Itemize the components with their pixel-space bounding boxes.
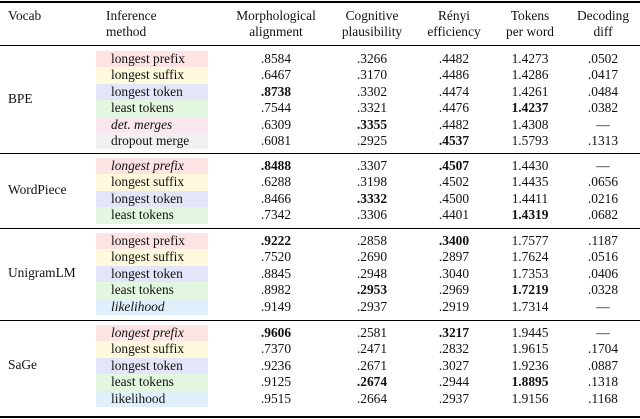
decoding-diff-cell: .0382 (587, 100, 619, 116)
morphological-alignment-cell: .6288 (260, 174, 292, 190)
inference-method-cell: longest suffix (96, 341, 208, 357)
header-renyi-efficiency: Rényi efficiency (427, 8, 481, 39)
decoding-diff-cell: .1187 (588, 233, 618, 248)
morphological-alignment-cell: .8584 (260, 51, 292, 66)
inference-method-cell: longest token (96, 266, 208, 282)
group-separator (0, 228, 640, 229)
renyi-efficiency-cell: .4476 (438, 100, 470, 116)
tokens-per-word-cell: 1.7219 (511, 282, 549, 298)
cognitive-plausibility-cell: .2674 (356, 374, 388, 390)
renyi-efficiency-cell: .2832 (438, 341, 470, 357)
morphological-alignment-cell: .9149 (260, 298, 292, 314)
inference-method-cell: longest prefix (96, 233, 208, 249)
cognitive-plausibility-cell: .3266 (356, 51, 388, 66)
inference-method-cell: det. merges (96, 117, 208, 133)
inference-method-cell: likelihood (96, 391, 208, 407)
header-vocab: Vocab (8, 8, 42, 23)
tokens-per-word-cell: 1.4308 (511, 116, 549, 132)
renyi-efficiency-cell: .2919 (438, 298, 470, 314)
table-row (0, 358, 640, 374)
decoding-diff-cell: .0328 (587, 282, 619, 298)
header-decoding-diff: Decoding diff (576, 8, 630, 39)
tokens-per-word-cell: 1.9156 (511, 390, 549, 406)
tokens-per-word-cell: 1.4237 (511, 100, 549, 116)
decoding-diff-cell: .0682 (587, 207, 619, 223)
inference-method-cell: likelihood (96, 299, 208, 315)
tokens-per-word-cell: 1.4430 (511, 158, 549, 173)
vocab-label: WordPiece (8, 181, 67, 197)
cognitive-plausibility-cell: .2664 (356, 390, 388, 406)
morphological-alignment-cell: .9606 (260, 325, 292, 340)
morphological-alignment-cell: .6081 (260, 133, 292, 148)
decoding-diff-cell: .0656 (587, 174, 619, 190)
inference-method-cell: least tokens (96, 282, 208, 298)
decoding-diff-cell: .0216 (587, 190, 619, 206)
inference-method-cell: least tokens (96, 207, 208, 223)
cognitive-plausibility-cell: .3306 (356, 207, 388, 223)
table-row (0, 233, 640, 249)
cognitive-plausibility-cell: .2953 (356, 282, 388, 298)
cognitive-plausibility-cell: .2671 (356, 357, 388, 373)
tokens-per-word-cell: 1.4273 (511, 51, 549, 66)
decoding-diff-cell: .0502 (587, 51, 619, 66)
renyi-efficiency-cell: .4486 (438, 67, 470, 83)
header-cognitive-plausibility: Cognitive plausibility (341, 8, 403, 39)
tokens-per-word-cell: 1.7353 (511, 265, 549, 281)
vocab-label: BPE (8, 91, 33, 107)
cognitive-plausibility-cell: .3321 (356, 100, 388, 116)
top-rule (0, 1, 640, 3)
decoding-diff-cell: .1168 (588, 390, 618, 406)
cognitive-plausibility-cell: .2937 (356, 298, 388, 314)
inference-method-cell: longest suffix (96, 67, 208, 83)
renyi-efficiency-cell: .3027 (438, 357, 470, 373)
decoding-diff-cell: — (596, 325, 610, 340)
tokens-per-word-cell: 1.4411 (511, 190, 549, 206)
renyi-efficiency-cell: .4500 (438, 190, 470, 206)
header-morphological-alignment: Morphological alignment (236, 8, 316, 39)
inference-method-cell: longest suffix (96, 174, 208, 190)
table-row (0, 133, 640, 149)
cognitive-plausibility-cell: .2858 (356, 233, 388, 248)
tokens-per-word-cell: 1.4261 (511, 83, 549, 99)
table-row (0, 325, 640, 341)
inference-method-cell: least tokens (96, 374, 208, 390)
renyi-efficiency-cell: .4537 (438, 133, 470, 148)
inference-method-cell: least tokens (96, 100, 208, 116)
cognitive-plausibility-cell: .3170 (356, 67, 388, 83)
renyi-efficiency-cell: .2944 (438, 374, 470, 390)
table-row (0, 266, 640, 282)
decoding-diff-cell: .0516 (587, 249, 619, 265)
group-separator (0, 320, 640, 321)
bottom-rule (0, 416, 640, 418)
renyi-efficiency-cell: .3217 (438, 325, 470, 340)
table-row (0, 158, 640, 174)
morphological-alignment-cell: .6467 (260, 67, 292, 83)
renyi-efficiency-cell: .4482 (438, 116, 470, 132)
tokens-per-word-cell: 1.4435 (511, 174, 549, 190)
vocab-label: UnigramLM (8, 265, 76, 280)
inference-method-cell: longest token (96, 84, 208, 100)
table-row (0, 67, 640, 83)
inference-method-cell: longest prefix (96, 158, 208, 174)
morphological-alignment-cell: .9515 (260, 390, 292, 406)
table-row (0, 249, 640, 265)
inference-method-cell: longest suffix (96, 249, 208, 265)
table-row (0, 100, 640, 116)
morphological-alignment-cell: .9125 (260, 374, 292, 390)
decoding-diff-cell: — (596, 298, 610, 314)
decoding-diff-cell: .1318 (587, 374, 619, 390)
cognitive-plausibility-cell: .2581 (356, 325, 388, 340)
renyi-efficiency-cell: .4507 (438, 158, 470, 173)
morphological-alignment-cell: .8845 (260, 265, 292, 281)
tokens-per-word-cell: 1.7577 (511, 233, 549, 248)
renyi-efficiency-cell: .4401 (438, 207, 470, 223)
table-row (0, 191, 640, 207)
decoding-diff-cell: — (596, 116, 610, 132)
tokens-per-word-cell: 1.7624 (511, 249, 549, 265)
renyi-efficiency-cell: .3400 (438, 233, 470, 248)
morphological-alignment-cell: .8982 (260, 282, 292, 298)
group-separator (0, 153, 640, 154)
table-row (0, 207, 640, 223)
renyi-efficiency-cell: .4502 (438, 174, 470, 190)
tokens-per-word-cell: 1.7314 (511, 298, 549, 314)
morphological-alignment-cell: .7520 (260, 249, 292, 265)
decoding-diff-cell: .0406 (587, 265, 619, 281)
morphological-alignment-cell: .7544 (260, 100, 292, 116)
decoding-diff-cell: .0484 (587, 83, 619, 99)
renyi-efficiency-cell: .4482 (438, 51, 470, 66)
renyi-efficiency-cell: .2969 (438, 282, 470, 298)
renyi-efficiency-cell: .3040 (438, 265, 470, 281)
morphological-alignment-cell: .9222 (260, 233, 292, 248)
morphological-alignment-cell: .8466 (260, 190, 292, 206)
tokens-per-word-cell: 1.9445 (511, 325, 549, 340)
cognitive-plausibility-cell: .2948 (356, 265, 388, 281)
cognitive-plausibility-cell: .3302 (356, 83, 388, 99)
cognitive-plausibility-cell: .3198 (356, 174, 388, 190)
decoding-diff-cell: .1313 (587, 133, 619, 148)
header-rule (0, 45, 640, 46)
vocab-label: SaGe (8, 357, 38, 372)
tokens-per-word-cell: 1.4319 (511, 207, 549, 223)
morphological-alignment-cell: .7342 (260, 207, 292, 223)
morphological-alignment-cell: .9236 (260, 357, 292, 373)
header-tokens-per-word: Tokens per word (506, 8, 554, 39)
table-row (0, 374, 640, 390)
renyi-efficiency-cell: .4474 (438, 83, 470, 99)
cognitive-plausibility-cell: .2925 (356, 133, 388, 148)
tokens-per-word-cell: 1.5793 (511, 133, 549, 148)
morphological-alignment-cell: .6309 (260, 116, 292, 132)
cognitive-plausibility-cell: .3332 (356, 190, 388, 206)
inference-method-cell: longest token (96, 191, 208, 207)
inference-method-cell: longest token (96, 358, 208, 374)
table-row (0, 282, 640, 298)
cognitive-plausibility-cell: .3355 (356, 116, 388, 132)
table-row (0, 341, 640, 357)
table-row (0, 84, 640, 100)
table-row (0, 117, 640, 133)
header-inference-method: Inference method (106, 8, 157, 39)
decoding-diff-cell: .0417 (587, 67, 619, 83)
decoding-diff-cell: .1704 (587, 341, 619, 357)
inference-method-cell: longest prefix (96, 325, 208, 341)
morphological-alignment-cell: .7370 (260, 341, 292, 357)
renyi-efficiency-cell: .2897 (438, 249, 470, 265)
table-row (0, 299, 640, 315)
table-row (0, 391, 640, 407)
tokens-per-word-cell: 1.9236 (511, 357, 549, 373)
inference-method-cell: dropout merge (96, 133, 208, 149)
morphological-alignment-cell: .8738 (260, 83, 292, 99)
decoding-diff-cell: .0887 (587, 357, 619, 373)
inference-method-cell: longest prefix (96, 51, 208, 67)
tokens-per-word-cell: 1.9615 (511, 341, 549, 357)
cognitive-plausibility-cell: .2690 (356, 249, 388, 265)
tokens-per-word-cell: 1.8895 (511, 374, 549, 390)
tokens-per-word-cell: 1.4286 (511, 67, 549, 83)
morphological-alignment-cell: .8488 (260, 158, 292, 173)
table-row (0, 174, 640, 190)
table-row (0, 51, 640, 67)
decoding-diff-cell: — (596, 158, 610, 173)
cognitive-plausibility-cell: .3307 (356, 158, 388, 173)
renyi-efficiency-cell: .2937 (438, 390, 470, 406)
cognitive-plausibility-cell: .2471 (356, 341, 388, 357)
